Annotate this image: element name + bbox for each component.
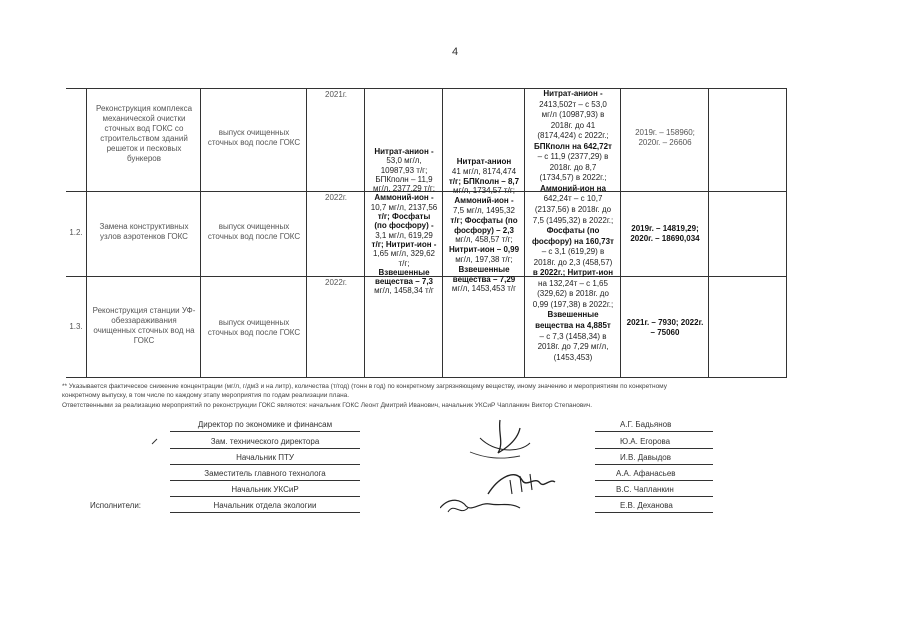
page-number: 4 (452, 46, 459, 58)
handwritten-signatures (440, 408, 580, 523)
row-2-name: Замена конструктивных узлов аэротенков ГОКС (99, 222, 189, 241)
column-after-values: Нитрат-анион 41 мг/л, 8174,474 т/г; БПКполн – 8,7 мг/л, 1734,57 т/г; Аммоний-ион - 7,5 мг/л, 1495,32 т/г; Фосфаты (по фосфору) – 2,3 мг/л, 458,57 т/г; Нитрит-ион – 0,99 мг/л, 197,38 т/г; Взвешенные вещества – 7,29 мг/л, 1453,453 т/г (448, 157, 520, 294)
pen-mark (150, 436, 160, 446)
row-3-number: 1.3. (69, 322, 83, 331)
signature-role-1: Директор по экономике и финансам (197, 420, 333, 429)
row-3-purpose: выпуск очищенных сточных вод после ГОКС (207, 318, 301, 337)
row-3-name: Реконструкция станции УФ-обеззараживания очищенных сточных вод на ГОКС (92, 306, 196, 345)
signature-role-4: Заместитель главного технолога (204, 469, 326, 478)
signature-role-5: Начальник УКСиР (231, 485, 299, 494)
row-1-name: Реконструкция комплекса механической очистки сточных вод ГОКС со строительством зданий решеток и песковых бункеров (95, 104, 193, 163)
column-before-values: Нитрат-анион - 53,0 мг/л, 10987,93 т/г; БПКполн – 11,9 мг/л, 2377,29 т/г; Аммоний-ион - 10,7 мг/л, 2137,56 т/г; Фосфаты (по фосфору) - 3,1 мг/л, 619,29 т/г; Нитрит-ион - 1,65 мг/л, 329,62 т/г; Взвешенные вещества – 7,3 мг/л, 1458,34 т/г (370, 147, 438, 296)
signature-name-5: В.С. Чапланкин (616, 485, 674, 494)
footnote-line-2: конкретному выпуску, в том числе по каждому этапу мероприятия по годам реализации плана. (62, 392, 350, 399)
signature-role-6: Начальник отдела экологии (213, 501, 317, 510)
row-3-result: 2021г. – 7930; 2022г. – 75060 (626, 318, 704, 337)
signature-name-6: Е.В. Деханова (620, 501, 673, 510)
signature-role-2: Зам. технического директора (210, 437, 320, 446)
signature-name-1: А.Г. Бадьянов (620, 420, 672, 429)
row-1-year: 2021г. (325, 90, 347, 99)
executors-label: Исполнители: (90, 501, 142, 510)
row-2-purpose: выпуск очищенных сточных вод после ГОКС (207, 222, 301, 241)
row-1-purpose: выпуск очищенных сточных вод после ГОКС (207, 128, 301, 147)
responsible-persons: Ответственными за реализацию мероприятий по реконструкции ГОКС являются: начальник ГОКС Леонт Дмитрий Иванович, начальник УКСиР Чапланкин Виктор Степанович. (62, 402, 593, 409)
row-2-result: 2019г. – 14819,29; 2020г. – 18690,034 (630, 224, 700, 243)
signature-name-3: И.В. Давыдов (620, 453, 671, 462)
footnote-line-1: ** Указывается фактическое снижение концентрации (мг/л, г/дм3 и на литр), количества (т/год) (тонн в год) по конкретному загрязняющему веществу, иному значению и мероприятиям по конкретному (62, 383, 667, 390)
signature-name-4: А.А. Афанасьев (616, 469, 676, 478)
row-1-result: 2019г. – 158960; 2020г. – 26606 (635, 128, 695, 147)
row-2-year: 2022г. (325, 193, 347, 202)
signature-role-3: Начальник ПТУ (236, 453, 294, 462)
column-effect-values: Нитрат-анион - 2413,502т – с 53,0 мг/л (10987,93) в 2018г. до 41 (8174,424) с 2022г.; БПКполн на 642,72т – с 11,9 (2377,29) в 2018г. до 8,7 (1734,57) в 2022г.; Аммоний-ион на 642,24т – с 10,7 (2137,56) в 2018г. до 7,5 (1495,32) в 2022г.; Фосфаты (по фосфору) на 160,73т – с 3,1 (619,29) в 2018г. до 2,3 (458,57) в 2022г.; Нитрит-ион на 132,24т – с 1,65 (329,62) в 2018г. до 0,99 (197,38) в 2022г.; Взвешенные вещества на 4,885т – с 7,3 (1458,34) в 2018г. до 7,29 мг/л, (1453,453) (532, 89, 614, 362)
signature-name-2: Ю.А. Егорова (620, 437, 671, 446)
row-3-year: 2022г. (325, 278, 347, 287)
row-2-number: 1.2. (69, 228, 83, 237)
